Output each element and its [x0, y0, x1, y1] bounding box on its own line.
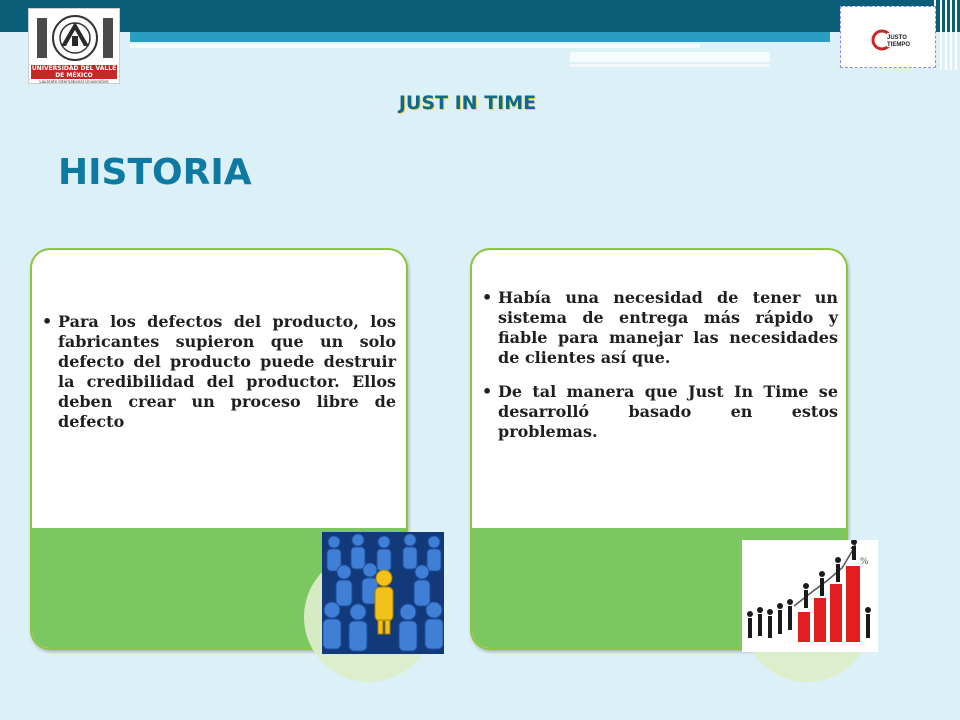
section-heading: HISTORIA: [58, 152, 252, 193]
university-logo: [28, 8, 120, 84]
right-decor-stripes: [932, 0, 960, 70]
top-banner-line: [570, 52, 770, 62]
crowd-standout-person-icon: [322, 532, 444, 654]
growth-image: [742, 540, 878, 652]
list-item: • Había una necesidad de tener un sistema de entrega más rápido y fiable para manejar las necesidades de clientes así que.: [472, 288, 838, 368]
university-name: UNIVERSIDAD DEL VALLE DE MÉXICO: [31, 65, 117, 79]
svg-text:TIEMPO: TIEMPO: [887, 42, 911, 48]
justo-a-tiempo-logo: [840, 6, 936, 68]
university-seal-icon: [33, 12, 117, 64]
top-banner-line: [570, 64, 770, 67]
right-card-bullets: [472, 288, 838, 456]
top-banner-accent: [130, 32, 830, 42]
university-subtitle: Laureate International Universities: [39, 79, 109, 84]
list-item: • De tal manera que Just In Time se desarrolló basado en estos problemas.: [472, 382, 838, 442]
justo-a-tiempo-logo-icon: [871, 29, 911, 51]
top-banner: [0, 0, 960, 32]
crowd-image: [322, 532, 444, 654]
svg-text:%: %: [860, 557, 869, 567]
top-banner-line: [130, 44, 700, 48]
slide-title: JUST IN TIME: [398, 92, 537, 114]
svg-text:JUSTO: JUSTO: [887, 35, 907, 41]
list-item: • Para los defectos del producto, los fabricantes supieron que un solo defecto del producto puede destruir la credibilidad del productor. Ellos deben crear un proceso libre de defecto: [32, 312, 396, 432]
growth-bar-chart-people-icon: [742, 540, 878, 652]
left-card-bullets: [32, 312, 396, 446]
